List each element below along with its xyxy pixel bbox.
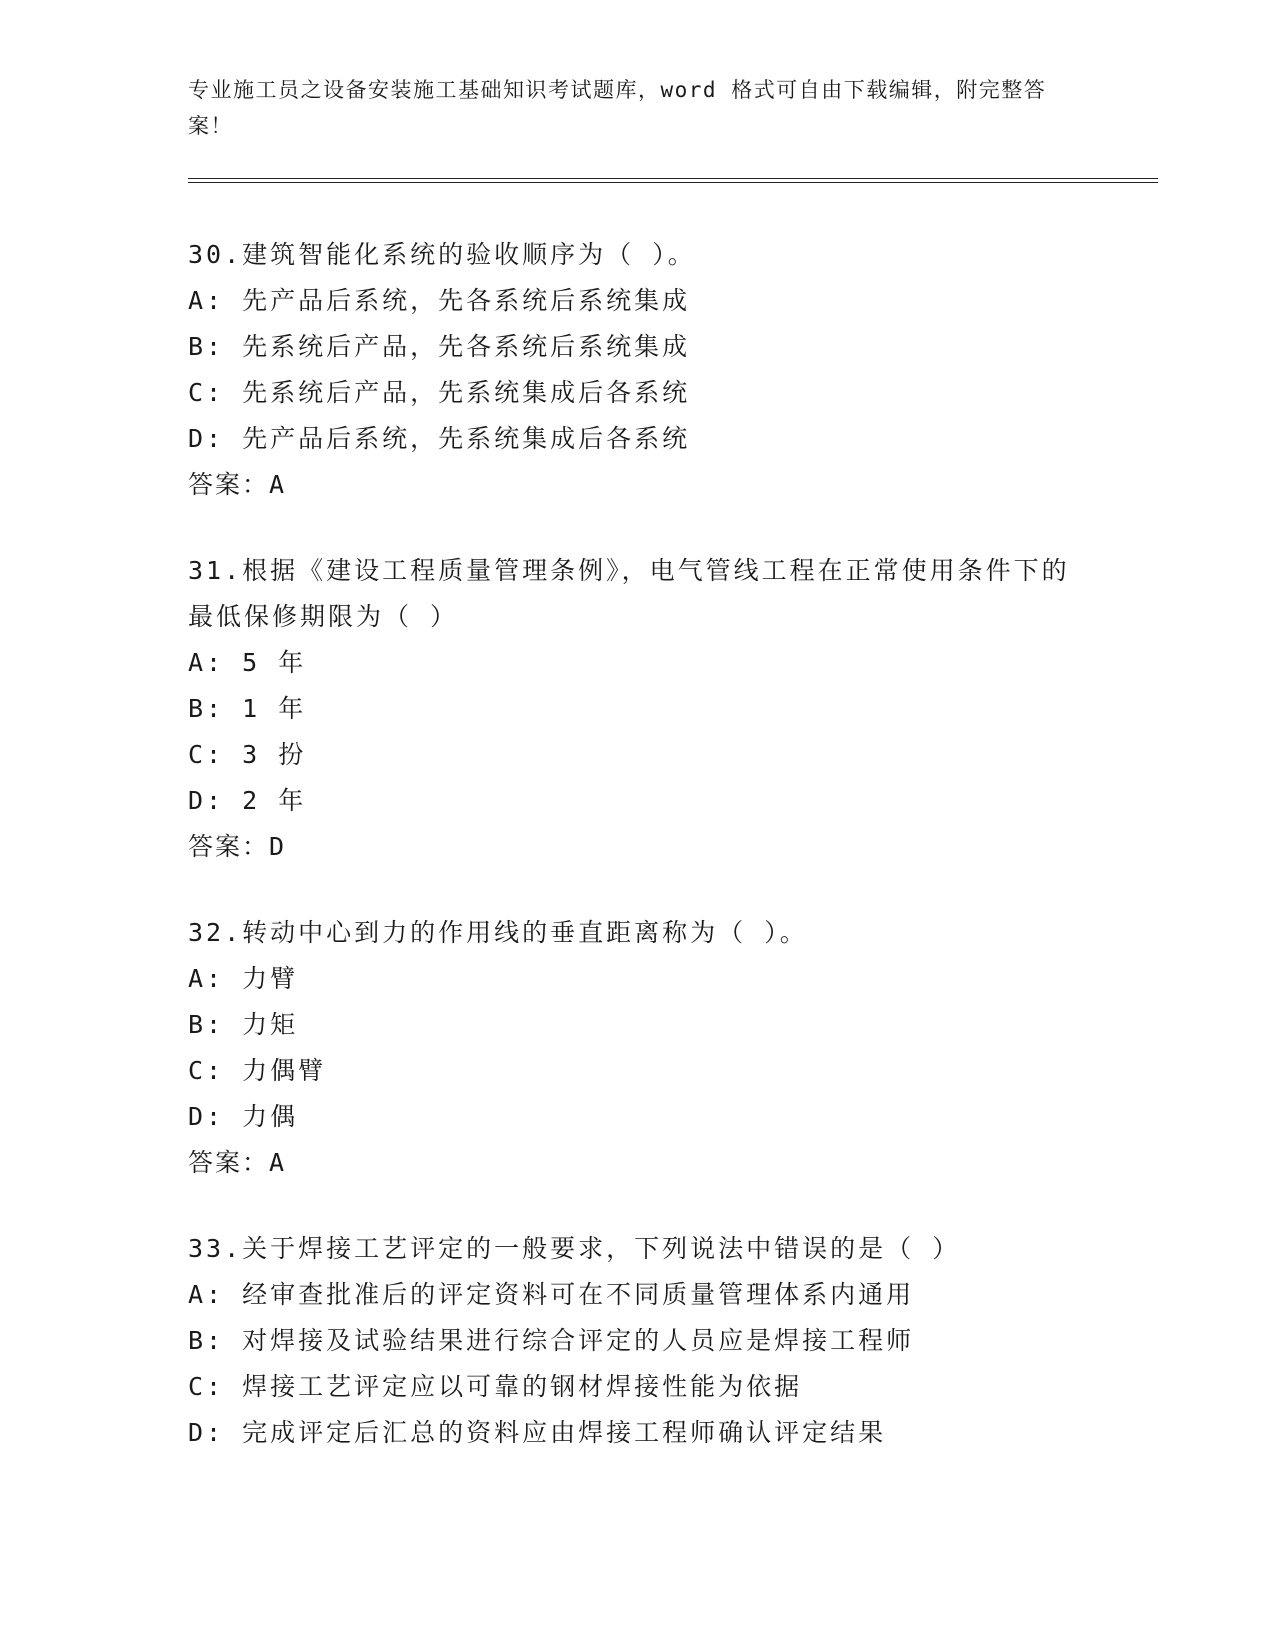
answer-value: D — [269, 832, 287, 861]
option-b: B: 对焊接及试验结果进行综合评定的人员应是焊接工程师 — [188, 1326, 915, 1355]
question-31 — [188, 548, 1158, 870]
option-c: C: 先系统后产品，先系统集成后各系统 — [188, 378, 691, 407]
question-stem: 31.根据《建设工程质量管理条例》，电气管线工程在正常使用条件下的最低保修期限为（ ） — [188, 556, 1070, 631]
option-a: A: 力臂 — [188, 964, 299, 993]
question-stem: 30.建筑智能化系统的验收顺序为（ ）。 — [188, 240, 696, 269]
answer-label: 答案： — [188, 470, 270, 499]
document-header: 专业施工员之设备安装施工基础知识考试题库，word 格式可自由下载编辑，附完整答案！ — [188, 78, 1047, 138]
answer-label: 答案： — [188, 832, 270, 861]
option-c: C: 3 扮 — [188, 740, 307, 769]
option-d: D: 力偶 — [188, 1102, 299, 1131]
option-a: A: 先产品后系统，先各系统后系统集成 — [188, 286, 691, 315]
option-d: D: 完成评定后汇总的资料应由焊接工程师确认评定结果 — [188, 1418, 887, 1447]
option-c: C: 力偶臂 — [188, 1056, 327, 1085]
question-30 — [188, 232, 1158, 508]
question-33 — [188, 1226, 1158, 1456]
option-b: B: 先系统后产品，先各系统后系统集成 — [188, 332, 691, 361]
option-b: B: 1 年 — [188, 694, 307, 723]
option-b: B: 力矩 — [188, 1010, 299, 1039]
answer-line — [188, 462, 1158, 508]
option-d: D: 2 年 — [188, 786, 307, 815]
answer-value: A — [269, 470, 287, 499]
question-stem: 33.关于焊接工艺评定的一般要求，下列说法中错误的是（ ） — [188, 1234, 961, 1263]
question-list — [188, 232, 1158, 1496]
header-divider — [188, 178, 1158, 183]
option-c: C: 焊接工艺评定应以可靠的钢材焊接性能为依据 — [188, 1372, 803, 1401]
answer-line — [188, 1140, 1158, 1186]
option-a: A: 经审查批准后的评定资料可在不同质量管理体系内通用 — [188, 1280, 915, 1309]
question-stem: 32.转动中心到力的作用线的垂直距离称为（ ）。 — [188, 918, 808, 947]
option-a: A: 5 年 — [188, 648, 307, 677]
answer-label: 答案： — [188, 1148, 270, 1177]
answer-value: A — [269, 1148, 287, 1177]
answer-line — [188, 824, 1158, 870]
option-d: D: 先产品后系统，先系统集成后各系统 — [188, 424, 691, 453]
question-32 — [188, 910, 1158, 1186]
